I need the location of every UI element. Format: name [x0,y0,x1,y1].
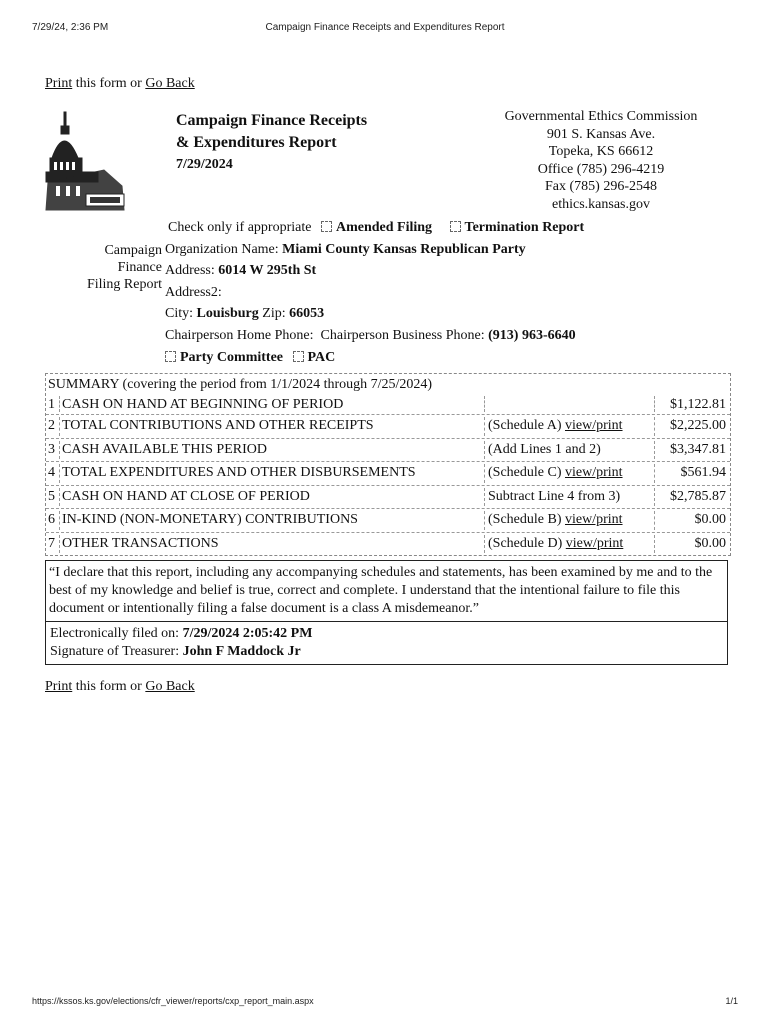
check-label: Check only if appropriate [168,220,312,235]
address-value: 6014 W 295th St [218,263,317,278]
row-number: 1 [48,397,55,412]
kansas-capitol-seal-icon [44,110,128,212]
go-back-link-bottom[interactable]: Go Back [145,679,195,694]
column-divider [59,488,60,507]
column-divider [654,417,655,436]
print-link[interactable]: Print [45,76,73,91]
column-divider [59,464,60,483]
signature-row [50,643,723,661]
title-line-2: & Expenditures Report [176,134,337,151]
column-divider [654,441,655,460]
agency-name: Governmental Ethics Commission [504,109,698,124]
address-row [165,263,316,279]
nav-bottom [45,679,195,695]
address2-label: Address2: [165,285,222,300]
side-labels [70,242,162,293]
print-page-number: 1/1 [725,996,738,1006]
summary-row [46,508,730,532]
print-footer [32,996,738,1010]
row-item: CASH AVAILABLE THIS PERIOD [62,441,267,457]
print-datetime: 7/29/24, 2:36 PM [32,22,109,33]
city-value: Louisburg [196,306,259,321]
column-divider [484,488,485,507]
report-date: 7/29/2024 [176,157,233,172]
row-amount: $2,785.87 [670,488,726,504]
column-divider [59,511,60,530]
column-divider [484,441,485,460]
schedule-label: Subtract Line 4 from 3) [488,488,621,504]
summary-row [46,414,730,438]
row-schedule [488,536,623,552]
org-name-row [165,242,526,258]
view-print-link[interactable]: view/print [564,512,623,527]
amended-label: Amended Filing [335,220,433,235]
nav-top [45,76,195,92]
summary-row [46,461,730,485]
side-label-filing: Filing Report [86,277,162,292]
schedule-label: (Schedule D) [488,535,566,551]
amended-checkbox[interactable] [321,221,332,232]
summary-row [46,438,730,462]
column-divider [484,511,485,530]
title-line-1: Campaign Finance Receipts [176,112,368,129]
agency-address: 901 S. Kansas Ave. [546,126,656,142]
filing-type-row [168,220,584,236]
filing-info [46,622,727,664]
side-label-finance: Finance [117,260,162,275]
party-committee-label: Party Committee [180,350,284,365]
row-amount: $1,122.81 [670,397,726,412]
zip-value: 66053 [289,306,325,321]
row-item: IN-KIND (NON-MONETARY) CONTRIBUTIONS [62,512,358,527]
row-item: TOTAL EXPENDITURES AND OTHER DISBURSEMENTS [62,465,416,480]
filed-row [50,625,723,643]
report-title [176,110,367,176]
print-link-bottom[interactable]: Print [45,679,73,694]
agency-city: Topeka, KS 66612 [548,144,654,159]
row-number: 7 [48,535,55,551]
row-number: 3 [48,441,55,457]
row-amount: $561.94 [680,465,726,480]
column-divider [654,488,655,507]
summary-row [46,532,730,556]
column-divider [654,511,655,530]
side-label-campaign: Campaign [104,243,162,258]
view-print-link[interactable]: view/print [565,535,624,551]
row-item: TOTAL CONTRIBUTIONS AND OTHER RECEIPTS [62,418,374,433]
row-schedule [488,489,620,505]
business-phone-label: Chairperson Business Phone: [320,328,485,343]
org-name: Miami County Kansas Republican Party [282,242,526,257]
agency-fax: Fax (785) 296-2548 [545,179,657,194]
signature-value: John F Maddock Jr [182,644,301,659]
business-phone-value: (913) 963-6640 [488,328,576,343]
row-number: 6 [48,512,55,527]
row-amount: $0.00 [694,535,726,551]
agency-block [470,108,732,213]
column-divider [654,396,655,412]
row-amount: $0.00 [694,512,726,527]
summary-row [46,485,730,509]
filed-value: 7/29/2024 2:05:42 PM [182,626,313,641]
address-label: Address: [165,263,215,278]
row-item: CASH ON HAND AT CLOSE OF PERIOD [62,488,310,504]
schedule-label: (Add Lines 1 and 2) [488,441,601,457]
print-header [32,22,738,36]
nav-text-bottom: this form or [72,679,146,694]
schedule-label: (Schedule B) [488,512,565,527]
row-number: 5 [48,488,55,504]
column-divider [654,464,655,483]
party-committee-checkbox[interactable] [165,351,176,362]
signature-label: Signature of Treasurer: [50,644,180,659]
row-amount: $3,347.81 [670,441,726,457]
agency-office: Office (785) 296-4219 [537,161,665,177]
schedule-label: (Schedule A) [488,418,565,433]
column-divider [484,417,485,436]
print-page-title: Campaign Finance Receipts and Expenditures Report [265,22,505,33]
view-print-link[interactable]: view/print [564,465,623,480]
go-back-link[interactable]: Go Back [145,76,195,91]
row-schedule [488,465,623,481]
row-item: CASH ON HAND AT BEGINNING OF PERIOD [62,397,344,412]
print-url: https://kssos.ks.gov/elections/cfr_viewer/reports/cxp_report_main.aspx [32,996,314,1006]
committee-type-row [165,350,335,366]
filed-label: Electronically filed on: [50,626,180,641]
column-divider [59,441,60,460]
view-print-link[interactable]: view/print [564,418,623,433]
column-divider [654,535,655,554]
row-item: OTHER TRANSACTIONS [62,535,219,551]
schedule-label: (Schedule C) [488,465,565,480]
declaration-text: “I declare that this report, including any accompanying schedules and statements, has been examined by me and to the best of my knowledge and belief is true, correct and complete. I understand that the intentional failure to file this document or intentionally filing a false document is a class A misdemeanor.” [46,561,727,622]
agency-web: ethics.kansas.gov [552,196,650,212]
termination-label: Termination Report [464,220,585,235]
city-row [165,306,324,322]
org-name-label: Organization Name: [165,242,279,257]
zip-label: Zip: [262,306,286,321]
address2-row [165,285,222,301]
row-number: 2 [48,418,55,433]
city-label: City: [165,306,194,321]
row-amount: $2,225.00 [670,418,726,433]
column-divider [59,417,60,436]
summary-table [45,373,731,556]
row-schedule [488,418,623,434]
termination-checkbox[interactable] [450,221,461,232]
summary-header: SUMMARY (covering the period from 1/1/2024 through 7/25/2024) [48,377,433,392]
nav-text: this form or [72,76,146,91]
column-divider [59,396,60,412]
phone-row [165,328,576,344]
declaration-box [45,560,728,665]
row-number: 4 [48,465,55,480]
column-divider [484,535,485,554]
row-schedule [488,512,623,528]
column-divider [59,535,60,554]
home-phone-label: Chairperson Home Phone: [165,328,314,343]
summary-row [46,394,730,414]
summary-header-row [46,374,730,394]
column-divider [484,396,485,412]
pac-checkbox[interactable] [293,351,304,362]
row-schedule [488,442,601,458]
pac-label: PAC [307,350,336,365]
column-divider [484,464,485,483]
